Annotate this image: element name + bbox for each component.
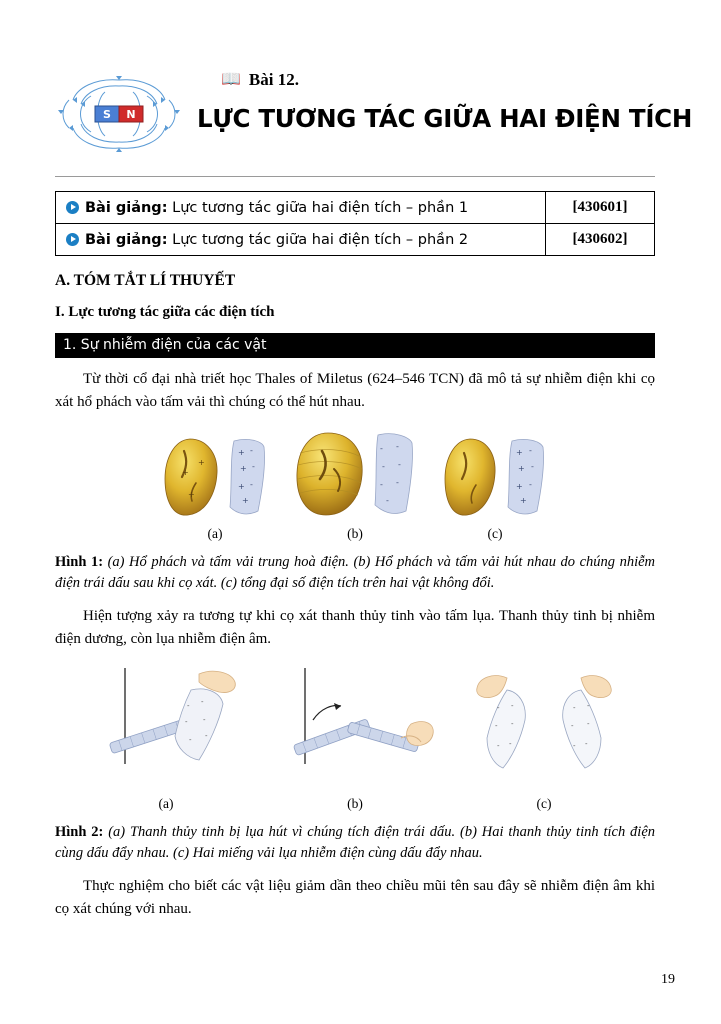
lecture-table <box>55 191 655 256</box>
svg-text:-: - <box>396 477 399 487</box>
svg-text:-: - <box>205 731 208 740</box>
svg-text:-: - <box>571 721 574 730</box>
figure-1-panel-b <box>292 429 418 542</box>
figure-1-panel-a <box>160 435 270 542</box>
figure-2-label-c: (c) <box>536 795 552 811</box>
svg-text:-: - <box>386 495 389 505</box>
figure-1b-row <box>292 429 418 521</box>
header-text-block <box>197 60 692 133</box>
figure-1a-row <box>160 435 270 521</box>
svg-text:+: + <box>238 481 245 491</box>
figure-2-caption <box>55 822 655 866</box>
lesson-number-line <box>221 70 692 90</box>
paragraph-1: Từ thời cổ đại nhà triết học Thales of Miletus (624–546 TCN) đã mô tả sự nhiễm điện khi cọ xát hổ phách vào tấm vải thì chúng có thể hút nhau. <box>55 371 655 411</box>
svg-text:-: - <box>587 719 590 728</box>
svg-text:-: - <box>187 701 190 710</box>
svg-text:-: - <box>495 721 498 730</box>
figure-1-label-c: (c) <box>487 525 503 541</box>
figure-2-panel-b <box>275 664 435 812</box>
cloth-b-icon <box>370 429 418 521</box>
magnet-south-label: S <box>103 108 111 121</box>
svg-text:-: - <box>573 703 576 712</box>
svg-text:-: - <box>585 739 588 748</box>
svg-text:-: - <box>203 715 206 724</box>
table-row <box>56 224 655 256</box>
svg-text:-: - <box>396 441 399 451</box>
svg-text:+: + <box>516 481 523 491</box>
magnet-field-figure <box>55 66 183 162</box>
figure-2-label-b: (b) <box>347 795 363 811</box>
svg-text:+: + <box>516 447 523 457</box>
table-row <box>56 192 655 224</box>
svg-text:-: - <box>509 739 512 748</box>
svg-text:+: + <box>198 457 205 467</box>
glass-rod-silk-a-icon <box>91 664 241 786</box>
lecture-code-2: [430602] <box>546 224 655 256</box>
figure-2-caption-label: Hình 2: <box>55 823 104 840</box>
svg-text:-: - <box>189 735 192 744</box>
amber-lump-c-icon <box>440 435 502 521</box>
figure-2-panel-a <box>91 664 241 812</box>
lecture-text-2: Lực tương tác giữa hai điện tích – phần 2 <box>172 231 469 248</box>
page-content <box>55 60 693 922</box>
paragraph-3: Thực nghiệm cho biết các vật liệu giảm dần theo chiều mũi tên sau đây sẽ nhiễm điện âm khi cọ xát chúng với nhau. <box>55 878 655 918</box>
page-title: LỰC TƯƠNG TÁC GIỮA HAI ĐIỆN TÍCH <box>197 104 693 133</box>
svg-text:+: + <box>240 463 247 473</box>
svg-text:-: - <box>380 479 383 489</box>
svg-text:-: - <box>529 479 532 489</box>
magnet-north-label: N <box>126 108 136 121</box>
figure-2 <box>55 664 655 812</box>
svg-text:-: - <box>382 461 385 471</box>
svg-text:+: + <box>182 467 189 477</box>
figure-1-label-b: (b) <box>347 525 363 541</box>
svg-text:-: - <box>529 445 532 455</box>
svg-text:-: - <box>511 719 514 728</box>
lecture-cell-1 <box>56 192 546 224</box>
svg-text:-: - <box>497 741 500 750</box>
svg-text:-: - <box>497 703 500 712</box>
figure-2-label-a: (a) <box>158 795 174 811</box>
figure-1 <box>55 429 655 542</box>
figure-1c-row <box>440 435 550 521</box>
svg-text:+: + <box>238 447 245 457</box>
figure-1-panel-c <box>440 435 550 542</box>
subsection-banner-1: 1. Sự nhiễm điện của các vật <box>55 333 655 358</box>
two-glass-rods-b-icon <box>275 664 435 786</box>
figure-1-caption-text: (a) Hổ phách và tấm vải trung hoà điện. (b) Hổ phách và tấm vải hút nhau do chúng nhiễm điện trái dấu sau khi cọ xát. (c) tổng đại số điện tích trên hai vật không đổi. <box>55 553 656 592</box>
cloth-a-icon <box>224 435 270 521</box>
section-heading-i: I. Lực tương tác giữa các điện tích <box>55 304 275 320</box>
figure-1-caption <box>55 552 655 596</box>
paragraph-2: Hiện tượng xảy ra tương tự khi cọ xát thanh thủy tinh vào tấm lụa. Thanh thủy tinh bị nhiễm điện dương, còn lụa nhiễm điện âm. <box>55 608 655 648</box>
lecture-code-1: [430601] <box>546 192 655 224</box>
svg-text:-: - <box>250 479 253 489</box>
amber-lump-b-icon <box>292 429 370 521</box>
figure-1-caption-label: Hình 1: <box>55 553 104 570</box>
lesson-number: Bài 12. <box>248 70 299 89</box>
two-silk-cloths-c-icon <box>469 664 619 786</box>
play-icon <box>66 201 79 214</box>
amber-lump-a-icon <box>160 435 224 521</box>
book-icon: 📖 <box>221 71 241 88</box>
svg-text:+: + <box>518 463 525 473</box>
svg-text:-: - <box>587 701 590 710</box>
svg-text:-: - <box>380 443 383 453</box>
page-number: 19 <box>661 972 675 987</box>
lecture-label-2: Bài giảng: <box>85 231 168 248</box>
svg-text:-: - <box>185 717 188 726</box>
header-divider <box>55 176 655 177</box>
page-header <box>55 60 693 162</box>
svg-text:-: - <box>252 461 255 471</box>
svg-text:-: - <box>201 697 204 706</box>
svg-text:-: - <box>531 461 534 471</box>
svg-text:-: - <box>250 445 253 455</box>
figure-1-label-a: (a) <box>207 525 223 541</box>
svg-text:+: + <box>188 489 195 499</box>
magnet-field-svg <box>55 66 183 162</box>
play-icon <box>66 233 79 246</box>
svg-text:+: + <box>520 495 527 505</box>
svg-text:-: - <box>573 741 576 750</box>
cloth-c-icon <box>502 435 550 521</box>
lecture-cell-2 <box>56 224 546 256</box>
svg-text:-: - <box>398 459 401 469</box>
lecture-label-1: Bài giảng: <box>85 199 168 216</box>
figure-2-caption-text: (a) Thanh thủy tinh bị lụa hút vì chúng tích điện trái dấu. (b) Hai thanh thủy tinh tích điện cùng dấu đẩy nhau. (c) Hai miếng vải lụa nhiễm điện cùng dấu đẩy nhau. <box>55 823 655 862</box>
figure-2-panel-c <box>469 664 619 812</box>
svg-text:-: - <box>511 701 514 710</box>
section-heading-a: A. TÓM TẮT LÍ THUYẾT <box>55 272 236 289</box>
svg-text:+: + <box>242 495 249 505</box>
lecture-text-1: Lực tương tác giữa hai điện tích – phần 1 <box>172 199 469 216</box>
